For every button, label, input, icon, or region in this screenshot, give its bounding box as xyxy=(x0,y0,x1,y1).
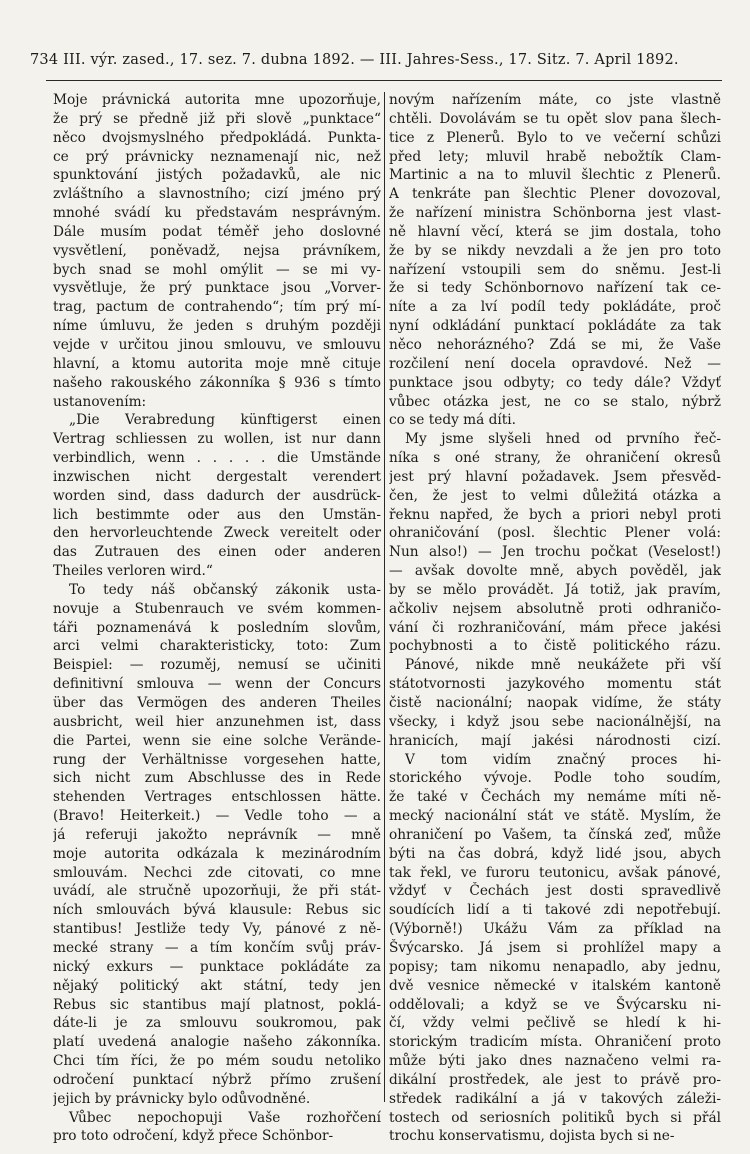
text-line: odročení punktací nýbrž přímo zrušení xyxy=(53,1071,381,1088)
column-divider xyxy=(384,92,385,1102)
text-line: rozčilení není docela opravdové. Než — xyxy=(389,355,721,372)
text-line: worden sind, dass dadurch der ausdrück- xyxy=(53,487,381,504)
text-line: že prý se předně již při slově „punktace“ xyxy=(53,110,381,127)
text-line: soudících lidí a ti takové zdi nepotřebují. xyxy=(389,902,721,919)
text-line: řeknu napřed, že bych a priori nebyl proti xyxy=(389,506,721,523)
text-line: vání či rozhraničování, mám přece jakési xyxy=(389,619,721,636)
text-line: storickým tradicím místa. Ohraničení proto xyxy=(389,1034,721,1051)
text-line: ausbricht, weil hier anzunehmen ist, dass xyxy=(53,713,381,730)
text-line: vejde v určitou jinou smlouvu, ve smlouvu xyxy=(53,336,381,353)
text-line: jest prý hlavní požadavek. Jsem přesvěd- xyxy=(389,468,721,485)
text-line: stantibus! Jestliže tedy Vy, pánové z ně- xyxy=(53,921,381,938)
text-line: ních smlouvách bývá klausule: Rebus sic xyxy=(53,902,381,919)
text-line: nějaký politický akt státní, tedy jen xyxy=(53,977,381,994)
text-line: já referuji jakožto neprávník — mně xyxy=(53,826,381,843)
text-line: tostech od seriosních politiků bych si přál xyxy=(389,1109,721,1126)
text-line: něco dvojsmyslného předpokládá. Punkta- xyxy=(53,129,381,146)
text-line: ce prý právnicky neznamenají nic, než xyxy=(53,148,381,165)
text-line: že také v Čechách my nemáme míti ně- xyxy=(389,789,721,806)
text-line: by se mělo provádět. Já totiž, jak pravím, xyxy=(389,581,721,598)
text-line: My jsme slyšeli hned od prvního řeč- xyxy=(405,431,721,448)
text-line: mecký nacionální stát ve státě. Myslím, že xyxy=(389,808,721,825)
text-line: verbindlich, wenn . . . . . die Umstände xyxy=(53,450,381,467)
text-line: všecky, i když jsou sebe nacionálnější, na xyxy=(389,713,721,730)
text-line: A tenkráte pan šlechtic Plener dovozoval, xyxy=(389,186,721,203)
text-line: státotvornosti jazykového momentu stát xyxy=(389,676,721,693)
text-line: smlouvám. Nechci zde citovati, co mne xyxy=(53,864,381,881)
text-line: oddělovali; a když se ve Švýcarsku ni- xyxy=(389,996,721,1013)
text-line: vždyť v Čechách jest dosti spravedlivě xyxy=(389,883,721,900)
text-line: středek radikální a já v takových záleži- xyxy=(389,1090,721,1107)
text-line: (Výborně!) Ukážu Vám za příklad na xyxy=(389,921,721,938)
text-line: platí uvedená analogie našeho zákonníka. xyxy=(53,1034,381,1051)
text-line: Švýcarsko. Já jsem si prohlížel mapy a xyxy=(389,939,721,956)
text-line: jejich by právnicky bylo odůvodněné. xyxy=(53,1090,311,1107)
text-line: popisy; tam nikomu nenapadlo, aby jednu, xyxy=(389,958,721,975)
text-line: Moje právnická autorita mne upozorňuje, xyxy=(53,92,381,108)
text-line: stehenden Vertrages entschlossen hätte. xyxy=(53,789,381,806)
text-line: To tedy náš občanský zákonik usta- xyxy=(69,581,381,598)
text-line: vysvětluje, že prý punktace jsou „Vorver- xyxy=(53,280,381,297)
text-line: moje autorita odkázala k mezinárodním xyxy=(53,845,381,862)
text-line: něco nehorázného? Zdá se mi, že Vaše xyxy=(389,336,721,353)
text-line: níte a za lví podíl tedy pokládáte, proč xyxy=(389,299,721,316)
text-line: vysvětlení, poněvadž, nejsa právníkem, xyxy=(53,242,381,259)
text-line: Rebus sic stantibus mají platnost, poklá- xyxy=(53,996,381,1013)
text-line: před lety; mluvil hrabě nebožtík Clam- xyxy=(389,148,721,165)
text-line: hlavní, a ktomu autorita moje mně cituje xyxy=(53,355,381,372)
text-line: storického vývoje. Podle toho soudím, xyxy=(389,770,721,787)
text-line: tice z Plenerů. Bylo to ve večerní schůzi xyxy=(389,129,721,146)
text-line: níka s oné strany, že ohraničení okresů xyxy=(389,450,721,467)
text-line: die Partei, wenn sie eine solche Verände- xyxy=(53,732,381,749)
text-line: pochybnosti a to čistě politického rázu. xyxy=(389,638,721,655)
text-line: Martinic a na to mluvil šlechtic z Plenerů. xyxy=(389,167,721,184)
text-line: ustanovením: xyxy=(53,393,147,410)
text-line: čistě nacionální; naopak vidíme, že státy xyxy=(389,695,721,711)
text-line: může býti jako dnes naznačeno velmi ra- xyxy=(389,1053,721,1070)
text-line: novuje a Stubenrauch ve svém kommen- xyxy=(53,600,381,617)
text-line: Vertrag schliessen zu wollen, ist nur dann xyxy=(53,431,381,448)
text-line: (Bravo! Heiterkeit.) — Vedle toho — a xyxy=(53,808,381,825)
text-line: über das Vermögen des anderen Theiles xyxy=(53,695,381,711)
text-line: uvádí, ale stručně upozorňuji, že při stát- xyxy=(53,883,381,900)
text-line: ně hlavní věcí, která se jim dostala, toho xyxy=(389,223,721,240)
page-header: 734 III. výr. zased., 17. sez. 7. dubna 1892. — III. Jahres-Sess., 17. Sitz. 7. April 1892. xyxy=(30,52,679,68)
text-line: Dále musím podat téměř jeho doslovné xyxy=(53,223,381,240)
text-line: arci velmi charakteristicky, toto: Zum xyxy=(53,638,381,655)
text-line: punktace jsou odbyty; co tedy dále? Vždyť xyxy=(389,374,721,391)
text-line: V tom vidím značný proces hi- xyxy=(405,751,721,768)
text-line: níme úmluvu, že jeden s druhým později xyxy=(53,318,381,335)
text-line: „Die Verabredung künftigerst einen xyxy=(69,412,381,429)
text-line: čen, že jest to velmi důležitá otázka a xyxy=(389,487,721,504)
text-line: že nařízení ministra Schönborna jest vlast- xyxy=(389,205,721,222)
text-line: mecké strany — a tím končím svůj práv- xyxy=(53,939,381,956)
text-line: našeho rakouského zákonníka § 936 s tímto xyxy=(53,374,381,391)
text-line: lich bestimmte oder aus den Umstän- xyxy=(53,506,381,523)
text-line: tak řekl, ve furoru teutonicu, avšak pánové, xyxy=(389,864,721,881)
text-line: sich nicht zum Abschlusse des in Rede xyxy=(53,770,381,787)
text-line: dáte-li je za smlouvu soukromou, pak xyxy=(53,1015,381,1032)
text-line: das Zutrauen des einen oder anderen xyxy=(53,544,381,561)
text-line: ohraničení po Vašem, ta čínská zeď, může xyxy=(389,826,721,843)
text-line: ohraničování (posl. šlechtic Plener volá: xyxy=(389,525,721,542)
text-line: vůbec otázka jest, ne co se stalo, nýbrž xyxy=(389,393,721,410)
text-line: Pánové, nikde mně neukážete při vší xyxy=(405,657,721,674)
text-line: nický exkurs — punktace pokládáte za xyxy=(53,958,381,975)
text-line: nyní odkládání punktací pokládáte za tak xyxy=(389,318,721,335)
text-line: chtěli. Dovolávám se tu opět slov pana šlech- xyxy=(389,110,721,127)
text-line: mnohé svádí ku představám nesprávným. xyxy=(53,205,381,222)
text-line: definitivní smlouva — wenn der Concurs xyxy=(53,676,381,693)
text-line: Nun also!) — Jen trochu počkat (Veselost!) xyxy=(389,544,721,561)
text-line: trag, pactum de contrahendo“; tím prý mí- xyxy=(53,299,381,316)
text-line: rung der Verhältnisse vorgesehen hatte, xyxy=(53,751,381,768)
text-line: Chci tím říci, že po mém soudu netoliko xyxy=(53,1053,381,1070)
text-line: hranicích, mají jakési národnosti cizí. xyxy=(389,732,721,749)
text-line: býti na čas dobrá, když lidé jsou, abych xyxy=(389,845,721,862)
header-rule xyxy=(46,80,722,81)
text-line: dvě vesnice německé v italském kantoně xyxy=(389,977,721,994)
text-line: — avšak dovolte mně, abych pověděl, jak xyxy=(389,563,721,580)
text-line: čí, vždy velmi pečlivě se hledí k hi- xyxy=(389,1015,721,1032)
text-line: zvláštního a slavnostního; cizí jméno prý xyxy=(53,186,381,203)
left-column xyxy=(53,91,381,1146)
text-line: Theiles verloren wird.“ xyxy=(53,563,213,580)
text-line: inzwischen nicht dergestalt verendert xyxy=(53,468,381,485)
text-line: že by se nikdy nevzdali a že jen pro toto xyxy=(389,242,721,259)
text-line: že si tedy Schönbornovo nařízení tak ce- xyxy=(389,280,721,297)
text-line: spunktování jistých požadavků, ale nic xyxy=(53,167,381,184)
right-column xyxy=(389,91,721,1146)
text-line: dikální prostředek, ale jest to právě pro- xyxy=(389,1071,721,1088)
text-line: Beispiel: — rozuměj, nemusí se učiniti xyxy=(53,657,381,674)
text-line: pro toto odročení, když přece Schönbor- xyxy=(53,1128,334,1145)
text-line: bych snad se mohl omýlit — se mi vy- xyxy=(53,261,381,278)
text-line: ačkoliv nejsem absolutně proti odhraničo- xyxy=(389,600,721,617)
text-line: novým nařízením máte, co jste vlastně xyxy=(389,92,721,108)
text-line: co se tedy má díti. xyxy=(389,412,517,429)
text-line: trochu konservatismu, dojista bych si ne- xyxy=(389,1128,675,1145)
text-line: táři poznamenává k posledním slovům, xyxy=(53,619,381,636)
text-line: den hervorleuchtende Zweck vereitelt oder xyxy=(53,525,381,542)
text-line: Vůbec nepochopuji Vaše rozhořčení xyxy=(69,1109,381,1126)
text-line: nařízení vstoupili sem do sněmu. Jest-li xyxy=(389,261,721,278)
